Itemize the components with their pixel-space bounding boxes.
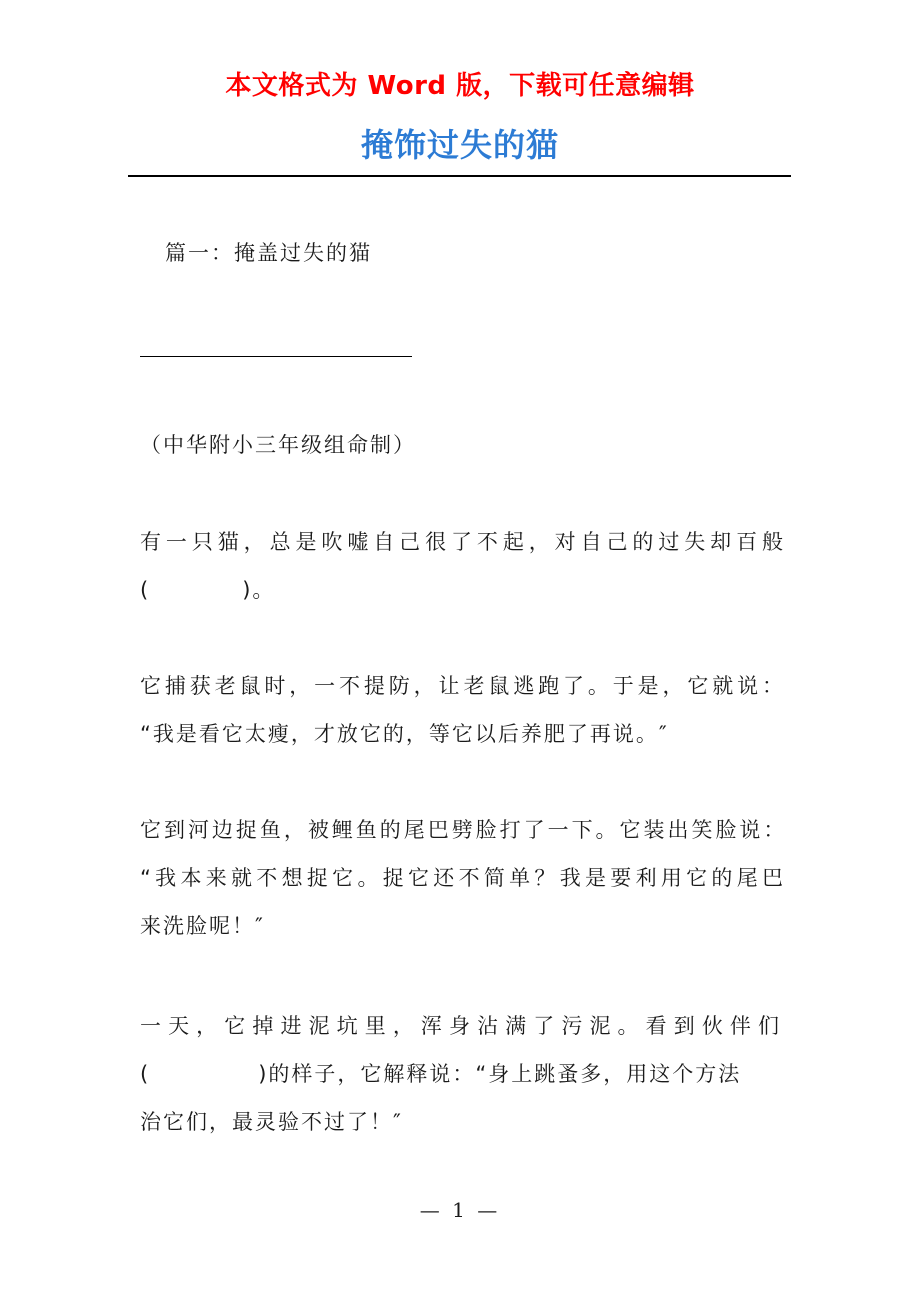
paragraph-4-line-2: [140, 1050, 785, 1098]
source-note: （中华附小三年级组命制）: [140, 433, 416, 457]
paragraph-2-line-1: 它捕获老鼠时，一不提防，让老鼠逃跑了。于是，它就说：: [140, 674, 785, 698]
blank-close-paren: )。: [242, 578, 276, 602]
download-banner: 本文格式为 Word 版，下载可任意编辑: [225, 71, 695, 101]
paragraph-2: [140, 662, 785, 758]
paragraph-1: [140, 518, 785, 614]
paragraph-4-line-3: 治它们，最灵验不过了！″: [140, 1110, 403, 1134]
paragraph-2-line-2: “我是看它太瘦，才放它的，等它以后养肥了再说。″: [140, 722, 669, 746]
blank-open-paren: (: [140, 578, 151, 602]
paragraph-4-line-1: 一天，它掉进泥坑里，浑身沾满了污泥。看到伙伴们: [140, 1014, 785, 1038]
paragraph-3-line-2: “我本来就不想捉它。捉它还不简单？我是要利用它的尾巴: [140, 866, 785, 890]
short-divider: [140, 356, 412, 357]
paragraph-3: [140, 806, 785, 950]
section-heading: 篇一：掩盖过失的猫: [165, 241, 372, 265]
page-number: — 1 —: [419, 1198, 501, 1222]
page-title: 掩饰过失的猫: [360, 126, 559, 164]
paragraph-4-line-2-text: )的样子，它解释说：“身上跳蚤多，用这个方法: [258, 1062, 742, 1086]
title-divider: [128, 175, 791, 177]
paragraph-4: [140, 1002, 785, 1146]
paragraph-3-line-3: 来洗脸呢！″: [140, 914, 265, 938]
blank-open-paren: (: [140, 1062, 151, 1086]
paragraph-1-line-2: [140, 566, 785, 614]
paragraph-1-line-1: 有一只猫，总是吹嘘自己很了不起，对自己的过失却百般: [140, 530, 785, 554]
paragraph-3-line-1: 它到河边捉鱼，被鲤鱼的尾巴劈脸打了一下。它装出笑脸说：: [140, 818, 785, 842]
